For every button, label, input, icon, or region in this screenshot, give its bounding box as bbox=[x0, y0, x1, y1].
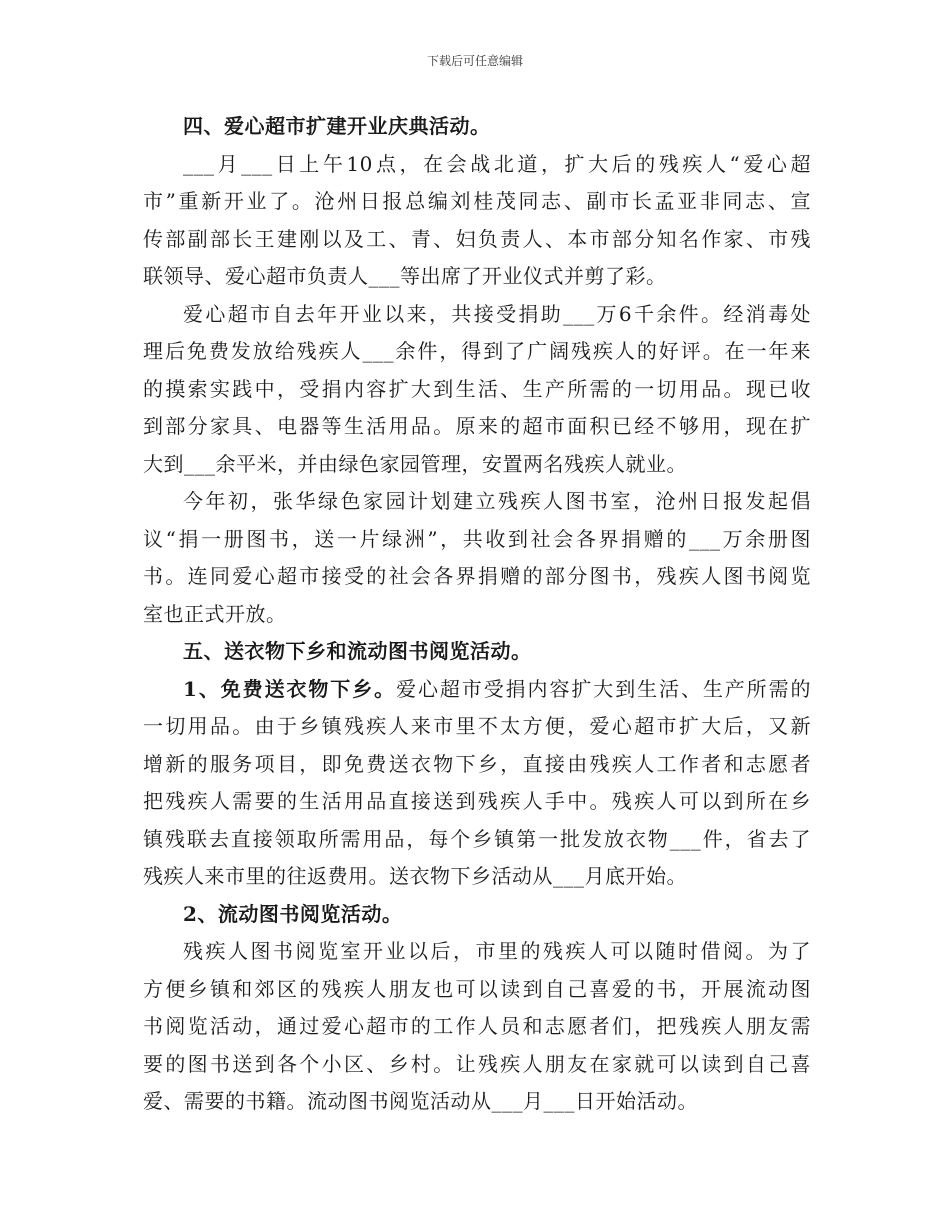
paragraph-line: 增新的服务项目，即免费送衣物下乡，直接由残疾人工作者和志愿者 bbox=[143, 751, 811, 776]
paragraph-line: 一切用品。由于乡镇残疾人来市里不太方便，爱心超市扩大后，又新 bbox=[143, 714, 811, 738]
paragraph-line: 的摸索实践中，受捐内容扩大到生活、生产所需的一切用品。现已收 bbox=[143, 376, 811, 401]
paragraph-line: 爱心超市自去年开业以来，共接受捐助___万6千余件。经消毒处 bbox=[183, 301, 811, 326]
paragraph-line: 书阅览活动，通过爱心超市的工作人员和志愿者们，把残疾人朋友需 bbox=[143, 1014, 811, 1038]
paragraph-line: 把残疾人需要的生活用品直接送到残疾人手中。残疾人可以到所在乡 bbox=[143, 789, 811, 813]
section-heading: 五、送衣物下乡和流动图书阅览活动。 bbox=[183, 639, 532, 663]
document-body bbox=[143, 108, 811, 1121]
paragraph-line: 书。连同爱心超市接受的社会各界捐赠的部分图书，残疾人图书阅览 bbox=[143, 564, 811, 588]
paragraph-line: 议“捐一册图书，送一片绿洲”，共收到社会各界捐赠的___万余册图 bbox=[143, 526, 811, 551]
paragraph-line: 室也正式开放。 bbox=[143, 601, 287, 626]
paragraph-line: 方便乡镇和郊区的残疾人朋友也可以读到自己喜爱的书，开展流动图 bbox=[143, 976, 811, 1001]
paragraph-line: 理后免费发放给残疾人___余件，得到了广阔残疾人的好评。在一年来 bbox=[143, 339, 811, 363]
paragraph-line: ___月___日上午10点，在会战北道，扩大后的残疾人“爱心超 bbox=[183, 151, 811, 176]
paragraph-line bbox=[143, 671, 811, 709]
paragraph-line: 市”重新开业了。沧州日报总编刘桂茂同志、副市长孟亚非同志、宣 bbox=[143, 189, 811, 213]
subheading-label: 1、免费送衣物下乡。 bbox=[183, 676, 397, 701]
paragraph-text: 爱心超市受捐内容扩大到生活、生产所需的 bbox=[396, 676, 812, 701]
paragraph-line: 今年初，张华绿色家园计划建立残疾人图书室，沧州日报发起倡 bbox=[183, 489, 811, 513]
paragraph-line: 传部副部长王建刚以及工、青、妇负责人、本市部分知名作家、市残 bbox=[143, 226, 811, 251]
paragraph-line: 到部分家具、电器等生活用品。原来的超市面积已经不够用，现在扩 bbox=[143, 414, 811, 438]
section-heading: 四、爱心超市扩建开业庆典活动。 bbox=[183, 114, 491, 138]
paragraph-line: 联领导、爱心超市负责人___等出席了开业仪式并剪了彩。 bbox=[143, 264, 667, 288]
paragraph-line: 要的图书送到各个小区、乡村。让残疾人朋友在家就可以读到自己喜 bbox=[143, 1051, 811, 1076]
paragraph-line: 残疾人图书阅览室开业以后，市里的残疾人可以随时借阅。为了 bbox=[183, 939, 811, 963]
paragraph-line: 残疾人来市里的往返费用。送衣物下乡活动从___月底开始。 bbox=[143, 864, 687, 888]
section-heading: 2、流动图书阅览活动。 bbox=[183, 901, 403, 926]
paragraph-line: 镇残联去直接领取所需用品，每个乡镇第一批发放衣物___件，省去了 bbox=[143, 826, 811, 851]
page-header: 下载后可任意编辑 bbox=[426, 54, 523, 68]
paragraph-line: 爱、需要的书籍。流动图书阅览活动从___月___日开始活动。 bbox=[143, 1089, 698, 1113]
paragraph-line: 大到___余平米，并由绿色家园管理，安置两名残疾人就业。 bbox=[143, 451, 687, 476]
